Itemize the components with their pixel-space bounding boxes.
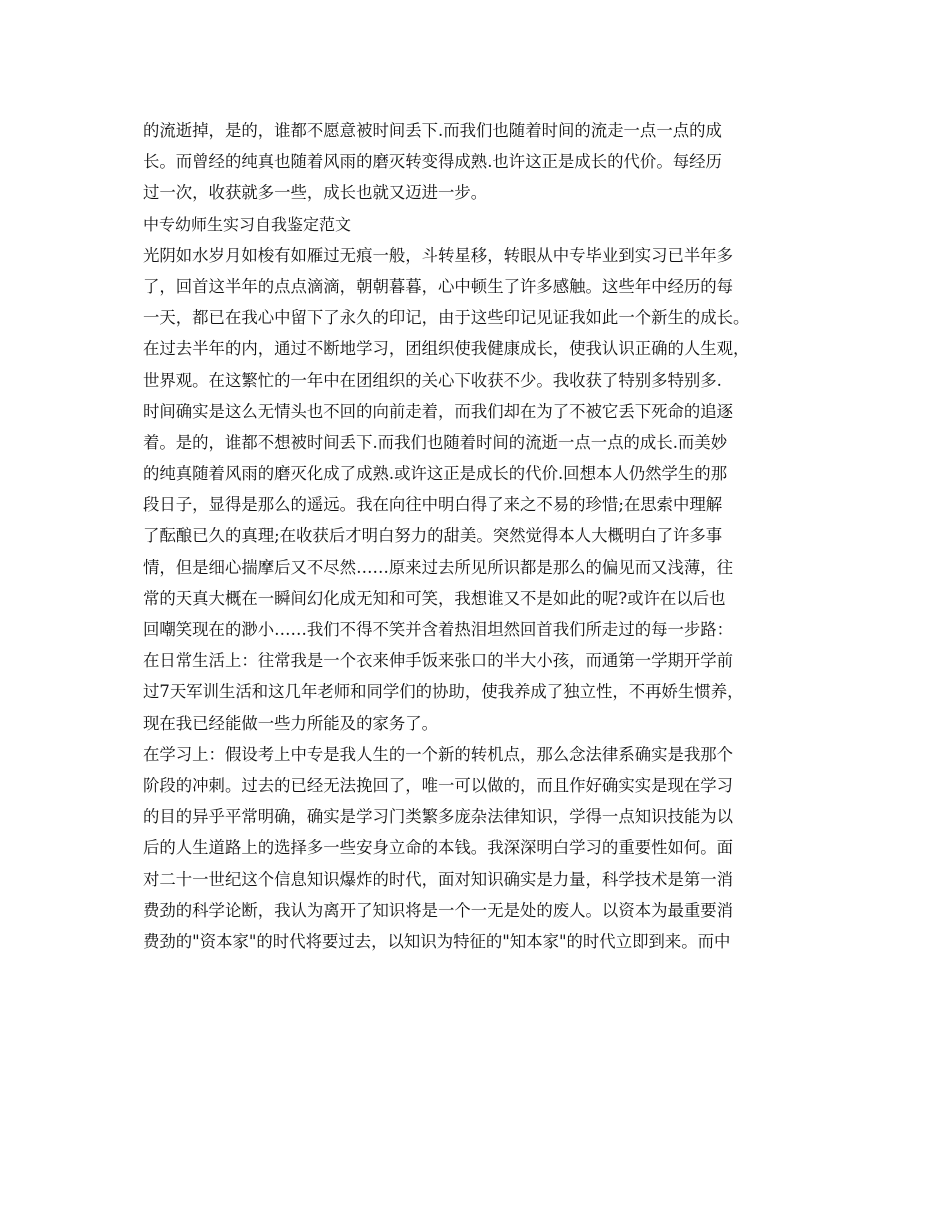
text-line: 回嘲笑现在的渺小……我们不得不笑并含着热泪坦然回首我们所走过的每一步路： [143,620,734,639]
text-line: 了，回首这半年的点点滴滴，朝朝暮暮，心中顿生了许多感触。这些年中经历的每 [143,276,734,296]
text-line: 了酝酿已久的真理;在收获后才明白努力的甜美。突然觉得本人大概明白了许多事 [143,526,723,546]
text-line: 过7天军训生活和这几年老师和同学们的协助，使我养成了独立性，不再娇生惯养， [143,682,744,702]
text-line: 费劲的"资本家"的时代将要过去，以知识为特征的"知本家"的时代立即到来。而中 [143,931,731,951]
text-line: 着。是的，谁都不想被时间丢下.而我们也随着时间的流逝一点一点的成长.而美妙 [143,432,728,452]
text-line: 世界观。在这繁忙的一年中在团组织的关心下收获不少。我收获了特别多特别多. [143,370,722,390]
text-line: 光阴如水岁月如梭有如雁过无痕一般，斗转星移，转眼从中专毕业到实习已半年多 [143,245,734,265]
text-line: 长。而曾经的纯真也随着风雨的磨灭转变得成熟.也许这正是成长的代价。每经历 [143,152,722,172]
text-line: 的纯真随着风雨的磨灭化成了成熟.或许这正是成长的代价.回想本人仍然学生的那 [143,464,728,484]
text-line: 在日常生活上：往常我是一个衣来伸手饭来张口的半大小孩，而通第一学期开学前 [143,651,734,671]
text-line: 段日子，显得是那么的遥远。我在向往中明白得了来之不易的珍惜;在思索中理解 [143,495,723,515]
text-line: 在过去半年的内，通过不断地学习，团组织使我健康成长，使我认识正确的人生观， [143,339,750,359]
text-line: 的目的异乎平常明确，确实是学习门类繁多庞杂法律知识，学得一点知识技能为以 [143,807,734,827]
text-line: 一天，都已在我心中留下了永久的印记，由于这些印记见证我如此一个新生的成长。 [143,308,750,328]
text-line: 过一次，收获就多一些，成长也就又迈进一步。 [143,183,488,203]
text-line: 的流逝掉，是的，谁都不愿意被时间丢下.而我们也随着时间的流走一点一点的成 [143,121,722,140]
text-line: 阶段的冲刺。过去的已经无法挽回了，唯一可以做的，而且作好确实实是现在学习 [143,775,734,795]
text-line: 费劲的科学论断，我认为离开了知识将是一个一无是处的废人。以资本为最重要消 [143,900,734,920]
text-line: 时间确实是这么无情头也不回的向前走着，而我们却在为了不被它丢下死命的追逐 [143,401,734,421]
section-title: 中专幼师生实习自我鉴定范文 [143,214,352,234]
body-text [143,115,815,957]
text-line: 在学习上：假设考上中专是我人生的一个新的转机点，那么念法律系确实是我那个 [143,744,734,764]
text-line: 常的天真大概在一瞬间幻化成无知和可笑，我想谁又不是如此的呢?或许在以后也 [143,588,726,608]
text-line: 现在我已经能做一些力所能及的家务了。 [143,713,439,733]
text-line: 情，但是细心揣摩后又不尽然……原来过去所见所识都是那么的偏见而又浅薄，往 [143,557,734,577]
text-line: 后的人生道路上的选择多一些安身立命的本钱。我深深明白学习的重要性如何。面 [143,838,734,858]
text-line: 对二十一世纪这个信息知识爆炸的时代，面对知识确实是力量，科学技术是第一消 [143,869,734,889]
